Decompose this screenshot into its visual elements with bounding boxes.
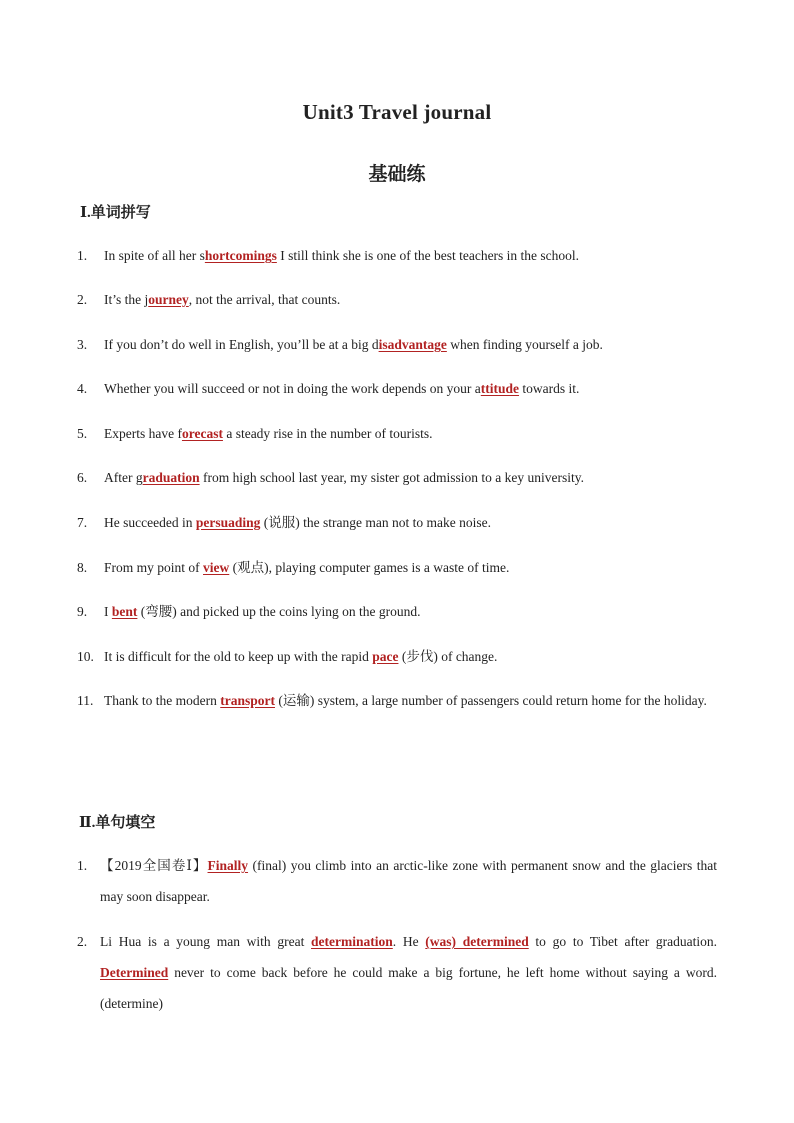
answer: Finally: [207, 858, 249, 873]
item-text: He succeeded in: [104, 515, 196, 530]
list-item: [77, 507, 717, 538]
item-text: Experts have f: [104, 426, 182, 441]
item-text: Whether you will succeed or not in doing the work depends on your a: [104, 381, 481, 396]
item-text: a steady rise in the number of tourists.: [222, 426, 433, 441]
item-text: (说服) the strange man not to make noise.: [260, 515, 491, 530]
item-number: 2.: [77, 292, 88, 307]
answer: (was) determined: [425, 934, 529, 949]
item-number: 5.: [77, 426, 88, 441]
item-text: . He: [392, 934, 426, 949]
item-text: never to come back before he could make a big fortune, he left home without saying a word.(determine): [100, 965, 717, 1011]
answer: orecast: [181, 426, 223, 441]
answer: view: [203, 560, 230, 575]
item-number: 1.: [77, 858, 88, 873]
list-item: [77, 685, 717, 716]
item-text: It’s the j: [104, 292, 149, 307]
item-text: After g: [104, 470, 143, 485]
item-text: (运输) system, a large number of passengers could return home for the holiday.: [274, 693, 707, 708]
item-text: It is difficult for the old to keep up with the rapid: [104, 649, 373, 664]
item-number: 8.: [77, 560, 88, 575]
list-item: [77, 373, 717, 404]
answer: bent: [111, 604, 138, 619]
item-number: 7.: [77, 515, 88, 530]
item-text: towards it.: [519, 381, 580, 396]
item-text: when finding yourself a job.: [446, 337, 603, 352]
item-text: From my point of: [104, 560, 204, 575]
answer: ourney: [148, 292, 189, 307]
list-item: [77, 850, 717, 912]
item-number: 11.: [77, 693, 94, 708]
document-title: Unit3 Travel journal: [302, 100, 492, 124]
answer: pace: [372, 649, 399, 664]
list-item: [77, 552, 717, 583]
answer: Determined: [100, 965, 169, 980]
list-item: [77, 641, 717, 672]
answer: isadvantage: [378, 337, 447, 352]
section-heading-fill-in: Ⅱ.单句填空: [79, 815, 156, 831]
item-text: I: [104, 604, 112, 619]
list-item: [77, 240, 717, 271]
answer: transport: [220, 693, 275, 708]
item-text: (弯腰) and picked up the coins lying on the ground.: [137, 604, 421, 619]
document-subtitle: 基础练: [368, 164, 426, 185]
item-text: (观点), playing computer games is a waste of time.: [229, 560, 510, 575]
item-text: to go to Tibet after graduation.: [528, 934, 718, 949]
answer: raduation: [142, 470, 200, 485]
answer: ttitude: [480, 381, 520, 396]
list-item: [77, 926, 717, 1019]
item-text: , not the arrival, that counts.: [188, 292, 341, 307]
item-number: 10.: [77, 649, 94, 664]
item-number: 9.: [77, 604, 88, 619]
answer: hortcomings: [204, 248, 277, 263]
item-number: 4.: [77, 381, 88, 396]
item-text: (步伐) of change.: [398, 649, 498, 664]
list-item: [77, 329, 717, 360]
item-number: 1.: [77, 248, 88, 263]
item-text: Li Hua is a young man with great: [100, 934, 312, 949]
answer: persuading: [195, 515, 261, 530]
item-text: from high school last year, my sister got admission to a key university.: [199, 470, 585, 485]
list-item: [77, 462, 717, 493]
list-item: [77, 284, 717, 315]
item-text: In spite of all her s: [104, 248, 205, 263]
source-tag: 【2019全国卷Ⅰ】: [100, 858, 208, 873]
list-item: [77, 596, 717, 627]
item-text: If you don’t do well in English, you’ll be at a big d: [104, 337, 379, 352]
item-text: Thank to the modern: [104, 693, 221, 708]
item-text: I still think she is one of the best teachers in the school.: [276, 248, 580, 263]
answer: determination: [311, 934, 393, 949]
list-item: [77, 418, 717, 449]
item-number: 3.: [77, 337, 88, 352]
item-number: 6.: [77, 470, 88, 485]
item-text: (final) you climb into an arctic-like zone with permanent snow and the glaciers that may soon disappear.: [100, 858, 717, 904]
section-heading-spelling: Ⅰ.单词拼写: [80, 205, 151, 221]
item-number: 2.: [77, 934, 88, 949]
